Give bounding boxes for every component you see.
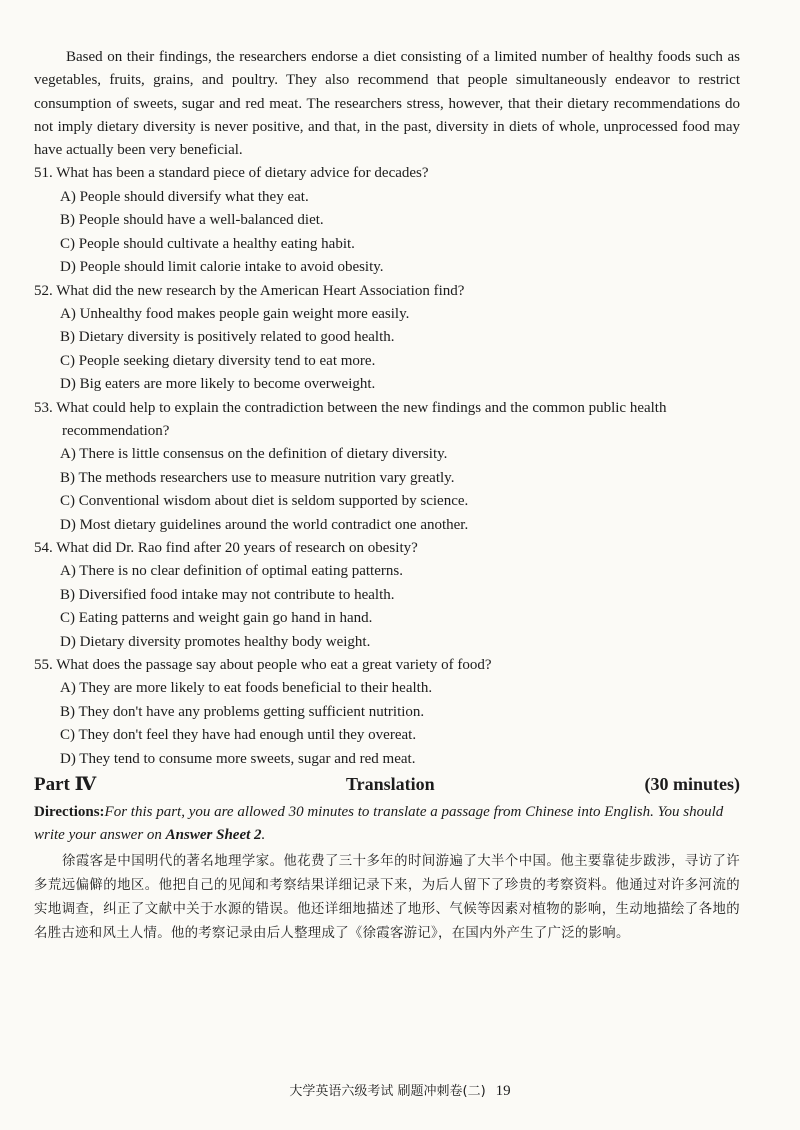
answer-option: A) They are more likely to eat foods beneficial to their health.	[60, 680, 433, 697]
question-55	[34, 654, 740, 771]
answer-option: C) Conventional wisdom about diet is seldom supported by science.	[60, 493, 469, 510]
translation-text: 徐霞客是中国明代的著名地理学家。他花费了三十多年的时间游遍了大半个中国。他主要靠徒步跋涉，寻访了许多荒远偏僻的地区。他把自己的见闻和考察结果详细记录下来，为后人留下了珍贵的考察资料。他通过对许多河流的实地调查，纠正了文献中关于水源的错误。他还详细地描述了地形、气候等因素对植物的影响，生动地描绘了各地的名胜古迹和风土人情。他的考察记录由后人整理成了《徐霞客游记》，在国内外产生了广泛的影响。	[34, 853, 740, 942]
question-stem: 51. What has been a standard piece of dietary advice for decades?	[34, 165, 429, 182]
answer-sheet-ref: Answer Sheet 2	[165, 827, 262, 844]
answer-option: A) People should diversify what they eat.	[60, 188, 309, 205]
answer-option: C) They don't feel they have had enough until they overeat.	[60, 727, 417, 744]
answer-option: C) Eating patterns and weight gain go hand in hand.	[60, 610, 373, 627]
directions	[34, 801, 740, 848]
part-title: Translation	[346, 774, 435, 795]
answer-option: B) People should have a well-balanced diet.	[60, 212, 324, 229]
question-stem: 52. What did the new research by the American Heart Association find?	[34, 282, 465, 299]
answer-option: C) People seeking dietary diversity tend to eat more.	[60, 352, 376, 369]
answer-option: D) Most dietary guidelines around the world contradict one another.	[60, 516, 469, 533]
directions-text: For this part, you are allowed 30 minutes to translate a passage from Chinese into English. You should write your answer on	[34, 804, 724, 844]
answer-option: D) Big eaters are more likely to become overweight.	[60, 376, 376, 393]
question-list	[34, 162, 740, 771]
question-stem: 55. What does the passage say about people who eat a great variety of food?	[34, 657, 492, 674]
answer-option: B) They don't have any problems getting sufficient nutrition.	[60, 703, 425, 720]
question-54	[34, 537, 740, 654]
directions-lead: Directions:	[34, 804, 105, 821]
answer-option: D) People should limit calorie intake to avoid obesity.	[60, 259, 384, 276]
answer-option: B) Diversified food intake may not contribute to health.	[60, 586, 395, 603]
answer-option: A) Unhealthy food makes people gain weight more easily.	[60, 305, 410, 322]
question-52	[34, 280, 740, 397]
question-stem: 53. What could help to explain the contradiction between the new findings and the common public health recommendation?	[34, 399, 667, 439]
page-footer	[0, 1080, 800, 1100]
page-number: 19	[495, 1083, 511, 1099]
question-51	[34, 162, 740, 279]
answer-option: A) There is little consensus on the definition of dietary diversity.	[60, 446, 448, 463]
answer-option: A) There is no clear definition of optimal eating patterns.	[60, 563, 403, 580]
passage-text: Based on their findings, the researchers endorse a diet consisting of a limited number of healthy foods such as vegetables, fruits, grains, and poultry. They also recommend that people simultaneously endeavor to restrict consumption of sweets, sugar and red meat. The researchers stress, however, that their dietary recommendations do not imply dietary diversity is never positive, and that, in the past, diversity in diets of whole, unprocessed food may have actually been very beneficial.	[34, 49, 740, 159]
answer-option: D) They tend to consume more sweets, sugar and red meat.	[60, 750, 416, 767]
part-label: Part Ⅳ	[34, 774, 97, 796]
answer-option: D) Dietary diversity promotes healthy body weight.	[60, 633, 371, 650]
answer-option: C) People should cultivate a healthy eating habit.	[60, 235, 355, 252]
answer-option: B) The methods researchers use to measure nutrition vary greatly.	[60, 469, 455, 486]
directions-end: .	[261, 827, 266, 844]
question-stem: 54. What did Dr. Rao find after 20 years of research on obesity?	[34, 539, 418, 556]
part-header	[34, 773, 740, 801]
question-53	[34, 397, 740, 537]
passage-closing-paragraph	[34, 46, 740, 162]
part-time: (30 minutes)	[644, 774, 740, 795]
footer-title: 大学英语六级考试 刷题冲刺卷(二)	[289, 1084, 486, 1099]
exam-page	[34, 46, 740, 947]
answer-option: B) Dietary diversity is positively related to good health.	[60, 329, 395, 346]
translation-passage	[34, 850, 740, 947]
